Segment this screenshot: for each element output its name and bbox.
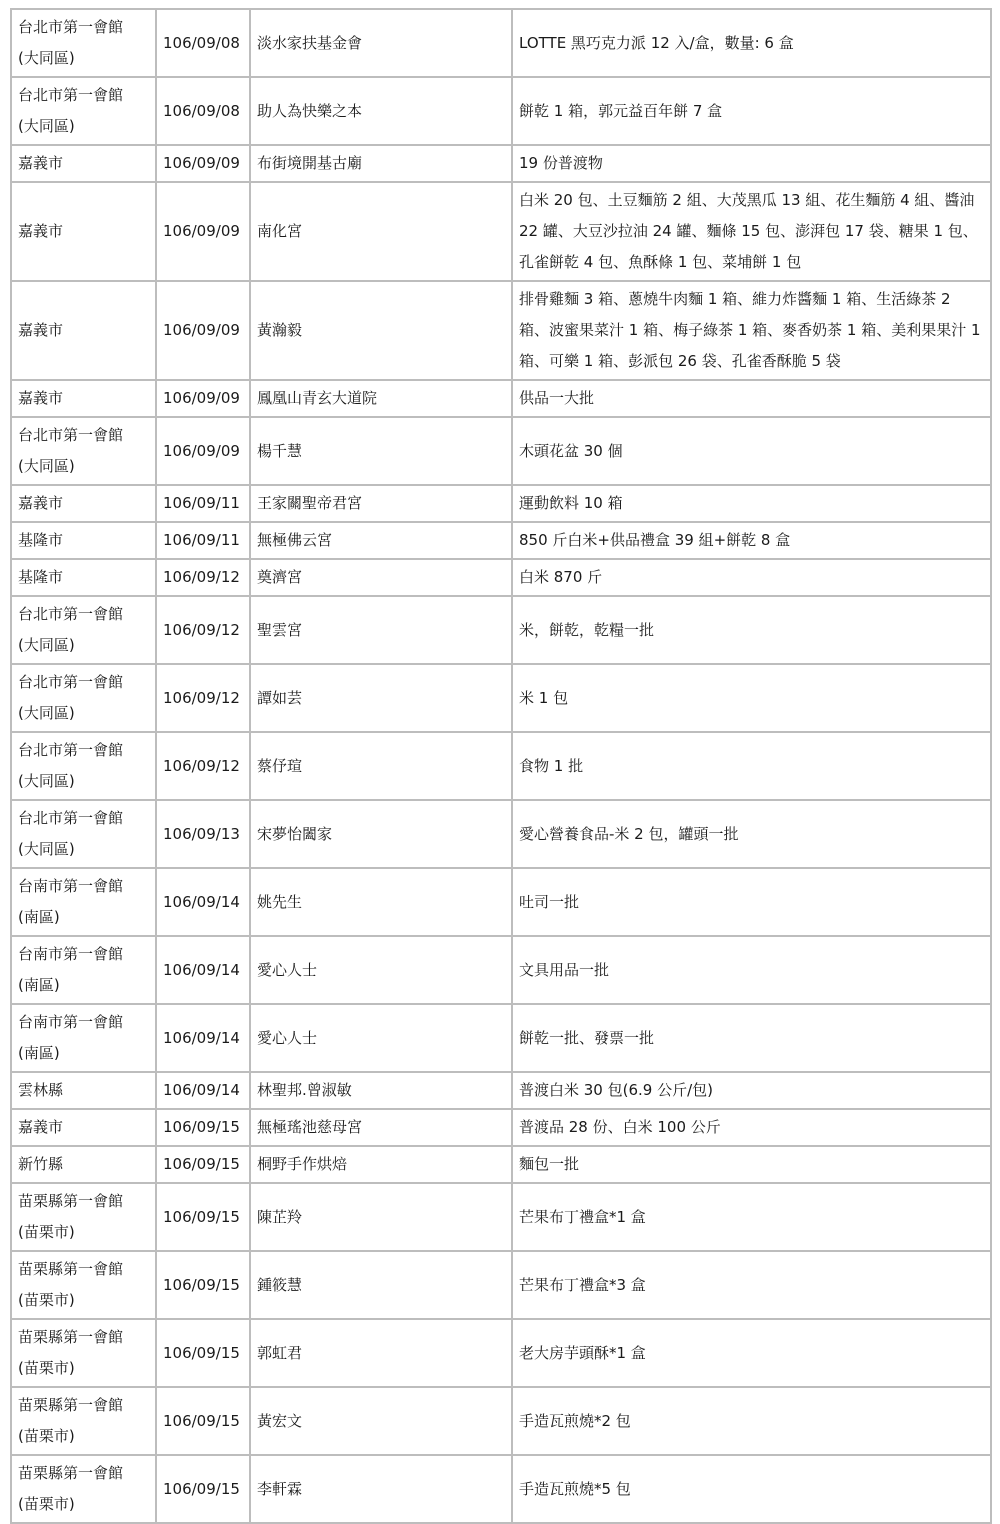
- items-cell: 餅乾一批、發票一批: [512, 1004, 991, 1072]
- date-cell: 106/09/15: [156, 1387, 250, 1455]
- table-row: [11, 868, 991, 936]
- donor-cell: 黃宏文: [250, 1387, 512, 1455]
- date-cell: 106/09/09: [156, 281, 250, 380]
- donor-cell: 桐野手作烘焙: [250, 1146, 512, 1183]
- location-cell: 台北市第一會館 (大同區): [11, 596, 156, 664]
- table-row: [11, 596, 991, 664]
- date-cell: 106/09/08: [156, 9, 250, 77]
- location-cell: 台北市第一會館 (大同區): [11, 800, 156, 868]
- date-cell: 106/09/09: [156, 380, 250, 417]
- donor-cell: 無極佛云宮: [250, 522, 512, 559]
- donor-cell: 聖雲宮: [250, 596, 512, 664]
- donor-cell: 南化宮: [250, 182, 512, 281]
- date-cell: 106/09/14: [156, 868, 250, 936]
- location-cell: 台北市第一會館 (大同區): [11, 417, 156, 485]
- table-row: [11, 281, 991, 380]
- location-cell: 嘉義市: [11, 145, 156, 182]
- items-cell: 米，餅乾，乾糧一批: [512, 596, 991, 664]
- items-cell: 供品一大批: [512, 380, 991, 417]
- location-cell: 台北市第一會館 (大同區): [11, 9, 156, 77]
- table-row: [11, 1455, 991, 1523]
- donation-table: [10, 8, 992, 1524]
- date-cell: 106/09/11: [156, 522, 250, 559]
- date-cell: 106/09/12: [156, 559, 250, 596]
- location-cell: 嘉義市: [11, 182, 156, 281]
- location-cell: 台北市第一會館 (大同區): [11, 77, 156, 145]
- donor-cell: 郭虹君: [250, 1319, 512, 1387]
- donor-cell: 鍾筱慧: [250, 1251, 512, 1319]
- table-row: [11, 77, 991, 145]
- table-row: [11, 732, 991, 800]
- date-cell: 106/09/15: [156, 1455, 250, 1523]
- table-row: [11, 936, 991, 1004]
- location-cell: 雲林縣: [11, 1072, 156, 1109]
- items-cell: 吐司一批: [512, 868, 991, 936]
- location-cell: 台南市第一會館 (南區): [11, 868, 156, 936]
- donor-cell: 淡水家扶基金會: [250, 9, 512, 77]
- items-cell: 麵包一批: [512, 1146, 991, 1183]
- items-cell: 850 斤白米+供品禮盒 39 組+餅乾 8 盒: [512, 522, 991, 559]
- table-row: [11, 1183, 991, 1251]
- date-cell: 106/09/15: [156, 1319, 250, 1387]
- donor-cell: 李軒霖: [250, 1455, 512, 1523]
- table-row: [11, 800, 991, 868]
- date-cell: 106/09/12: [156, 732, 250, 800]
- items-cell: 米 1 包: [512, 664, 991, 732]
- location-cell: 嘉義市: [11, 1109, 156, 1146]
- date-cell: 106/09/12: [156, 596, 250, 664]
- date-cell: 106/09/13: [156, 800, 250, 868]
- location-cell: 台北市第一會館 (大同區): [11, 732, 156, 800]
- date-cell: 106/09/08: [156, 77, 250, 145]
- donor-cell: 奠濟宮: [250, 559, 512, 596]
- table-row: [11, 145, 991, 182]
- location-cell: 台南市第一會館 (南區): [11, 1004, 156, 1072]
- location-cell: 苗栗縣第一會館 (苗栗市): [11, 1387, 156, 1455]
- donor-cell: 黃瀚毅: [250, 281, 512, 380]
- location-cell: 苗栗縣第一會館 (苗栗市): [11, 1319, 156, 1387]
- location-cell: 基隆市: [11, 559, 156, 596]
- location-cell: 苗栗縣第一會館 (苗栗市): [11, 1183, 156, 1251]
- items-cell: 食物 1 批: [512, 732, 991, 800]
- items-cell: 排骨雞麵 3 箱、蔥燒牛肉麵 1 箱、維力炸醬麵 1 箱、生活綠茶 2 箱、波蜜果菜汁 1 箱、梅子綠茶 1 箱、麥香奶茶 1 箱、美利果果汁 1 箱、可樂 1 箱、彭派包 26 袋、孔雀香酥脆 5 袋: [512, 281, 991, 380]
- donor-cell: 助人為快樂之本: [250, 77, 512, 145]
- table-row: [11, 1004, 991, 1072]
- location-cell: 台南市第一會館 (南區): [11, 936, 156, 1004]
- items-cell: 白米 20 包、土豆麵筋 2 組、大茂黑瓜 13 組、花生麵筋 4 組、醬油 22 罐、大豆沙拉油 24 罐、麵條 15 包、澎湃包 17 袋、糖果 1 包、孔雀餅乾 4 包、魚酥條 1 包、菜埔餅 1 包: [512, 182, 991, 281]
- table-row: [11, 1251, 991, 1319]
- table-row: [11, 485, 991, 522]
- donor-cell: 愛心人士: [250, 1004, 512, 1072]
- items-cell: 普渡白米 30 包(6.9 公斤/包): [512, 1072, 991, 1109]
- date-cell: 106/09/15: [156, 1146, 250, 1183]
- location-cell: 嘉義市: [11, 485, 156, 522]
- location-cell: 基隆市: [11, 522, 156, 559]
- table-row: [11, 522, 991, 559]
- location-cell: 新竹縣: [11, 1146, 156, 1183]
- table-row: [11, 380, 991, 417]
- items-cell: 手造瓦煎燒*5 包: [512, 1455, 991, 1523]
- items-cell: 老大房芋頭酥*1 盒: [512, 1319, 991, 1387]
- table-row: [11, 1146, 991, 1183]
- table-row: [11, 1072, 991, 1109]
- date-cell: 106/09/09: [156, 182, 250, 281]
- location-cell: 苗栗縣第一會館 (苗栗市): [11, 1251, 156, 1319]
- date-cell: 106/09/15: [156, 1183, 250, 1251]
- donor-cell: 譚如芸: [250, 664, 512, 732]
- date-cell: 106/09/14: [156, 1072, 250, 1109]
- donor-cell: 姚先生: [250, 868, 512, 936]
- donor-cell: 陳芷羚: [250, 1183, 512, 1251]
- items-cell: LOTTE 黑巧克力派 12 入/盒，數量: 6 盒: [512, 9, 991, 77]
- donor-cell: 愛心人士: [250, 936, 512, 1004]
- table-row: [11, 417, 991, 485]
- location-cell: 嘉義市: [11, 281, 156, 380]
- donor-cell: 宋夢怡闔家: [250, 800, 512, 868]
- location-cell: 台北市第一會館 (大同區): [11, 664, 156, 732]
- location-cell: 嘉義市: [11, 380, 156, 417]
- date-cell: 106/09/14: [156, 1004, 250, 1072]
- date-cell: 106/09/12: [156, 664, 250, 732]
- location-cell: 苗栗縣第一會館 (苗栗市): [11, 1455, 156, 1523]
- table-row: [11, 559, 991, 596]
- donor-cell: 楊千慧: [250, 417, 512, 485]
- items-cell: 芒果布丁禮盒*3 盒: [512, 1251, 991, 1319]
- donor-cell: 無極瑤池慈母宮: [250, 1109, 512, 1146]
- items-cell: 手造瓦煎燒*2 包: [512, 1387, 991, 1455]
- table-row: [11, 1109, 991, 1146]
- date-cell: 106/09/15: [156, 1251, 250, 1319]
- items-cell: 愛心營養食品-米 2 包，罐頭一批: [512, 800, 991, 868]
- date-cell: 106/09/14: [156, 936, 250, 1004]
- date-cell: 106/09/09: [156, 145, 250, 182]
- donor-cell: 林聖邦.曾淑敏: [250, 1072, 512, 1109]
- table-row: [11, 664, 991, 732]
- donor-cell: 鳳凰山青玄大道院: [250, 380, 512, 417]
- donor-cell: 布街境開基古廟: [250, 145, 512, 182]
- items-cell: 普渡品 28 份、白米 100 公斤: [512, 1109, 991, 1146]
- date-cell: 106/09/15: [156, 1109, 250, 1146]
- date-cell: 106/09/09: [156, 417, 250, 485]
- table-row: [11, 1387, 991, 1455]
- items-cell: 運動飲料 10 箱: [512, 485, 991, 522]
- items-cell: 19 份普渡物: [512, 145, 991, 182]
- items-cell: 木頭花盆 30 個: [512, 417, 991, 485]
- donation-table-body: [11, 9, 991, 1523]
- table-row: [11, 182, 991, 281]
- items-cell: 餅乾 1 箱，郭元益百年餅 7 盒: [512, 77, 991, 145]
- donor-cell: 王家關聖帝君宮: [250, 485, 512, 522]
- donor-cell: 蔡伃瑄: [250, 732, 512, 800]
- table-row: [11, 9, 991, 77]
- table-row: [11, 1319, 991, 1387]
- date-cell: 106/09/11: [156, 485, 250, 522]
- items-cell: 白米 870 斤: [512, 559, 991, 596]
- items-cell: 文具用品一批: [512, 936, 991, 1004]
- items-cell: 芒果布丁禮盒*1 盒: [512, 1183, 991, 1251]
